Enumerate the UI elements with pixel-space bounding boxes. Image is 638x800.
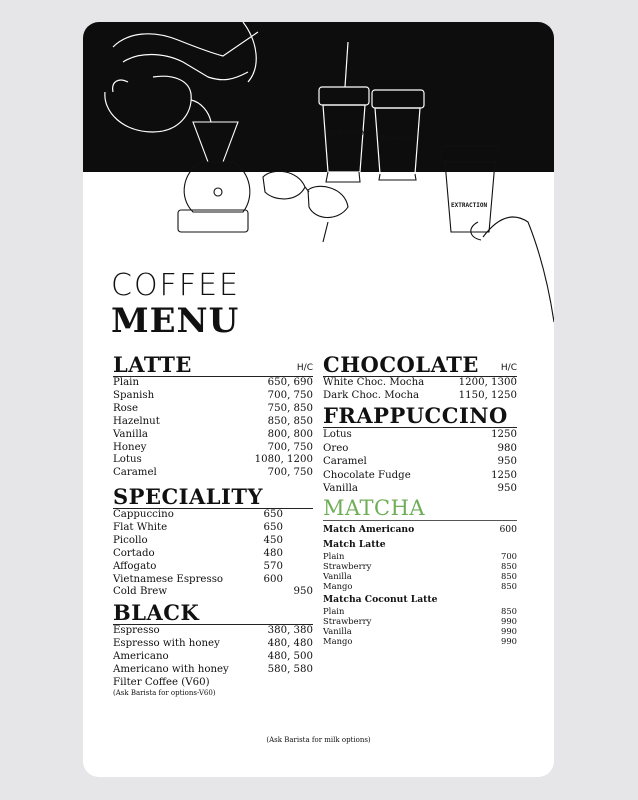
latte-section	[113, 354, 313, 480]
item-name: Americano with honey	[113, 663, 229, 675]
menu-item	[323, 442, 517, 456]
menu-item	[323, 606, 517, 616]
milk-options-note: (Ask Barista for milk options)	[266, 736, 371, 744]
item-price: 1200, 1300	[458, 377, 517, 388]
item-name: Lotus	[113, 454, 142, 466]
menu-item	[113, 574, 313, 587]
menu-item	[113, 522, 313, 535]
item-name: Vanilla	[323, 571, 352, 581]
menu-item	[323, 377, 517, 390]
item-price: 990	[501, 616, 517, 626]
item-name: Mango	[323, 636, 353, 646]
menu-item	[113, 548, 313, 561]
item-name: Affogato	[113, 560, 157, 572]
item-name: Honey	[113, 441, 147, 453]
item-name: Oreo	[323, 442, 349, 454]
item-name: Cortado	[113, 547, 155, 559]
black-note: (Ask Barista for options-V60)	[113, 688, 216, 697]
item-price: 650	[263, 521, 283, 533]
item-price: 950	[497, 483, 517, 495]
matcha-item-heading	[323, 523, 517, 536]
matcha-item-heading	[323, 538, 517, 551]
item-price: 700, 750	[267, 467, 313, 479]
title-menu: MENU	[111, 301, 240, 341]
matcha-item-heading	[323, 593, 517, 606]
menu-item	[113, 625, 313, 638]
section-title: SPECIALITY	[113, 484, 264, 509]
item-name: Espresso with honey	[113, 637, 220, 649]
menu-item	[113, 390, 313, 403]
section-title: LATTE	[113, 352, 192, 377]
item-price: 1080, 1200	[254, 454, 313, 466]
item-name: Match Latte	[323, 539, 386, 550]
item-price: 450	[263, 534, 283, 546]
black-section	[113, 602, 313, 698]
menu-card	[83, 22, 554, 777]
item-price: 950	[293, 586, 313, 598]
menu-item	[113, 651, 313, 664]
item-name: Rose	[113, 402, 139, 414]
item-name: Strawberry	[323, 616, 372, 626]
menu-item	[113, 638, 313, 651]
menu-item	[323, 390, 517, 403]
menu-item	[323, 571, 517, 581]
menu-item	[113, 467, 313, 480]
item-price: 570	[263, 560, 283, 572]
item-price: 650, 690	[267, 377, 313, 388]
item-price: 980	[497, 442, 517, 454]
item-price: 700, 750	[267, 389, 313, 401]
item-price: 700	[501, 551, 517, 561]
item-price: 850	[501, 561, 517, 571]
item-name: Caramel	[113, 467, 157, 479]
item-name: Plain	[113, 377, 140, 388]
cup-brand-text: EXTRACTION	[381, 135, 418, 142]
item-price: 580, 580	[267, 663, 313, 675]
item-name: Vietnamese Espresso	[113, 573, 224, 585]
hot-cold-note: H/C	[296, 363, 313, 373]
menu-item	[113, 403, 313, 416]
item-name: Chocolate Fudge	[323, 469, 411, 481]
item-name: Lotus	[323, 429, 352, 440]
item-price: 850	[501, 571, 517, 581]
menu-item	[323, 469, 517, 483]
menu-item	[323, 616, 517, 626]
item-name: Cappuccino	[113, 509, 174, 520]
menu-item	[113, 561, 313, 574]
frappuccino-section	[323, 405, 517, 496]
menu-item	[323, 482, 517, 496]
menu-item	[113, 509, 313, 522]
item-price: 700, 750	[267, 441, 313, 453]
cup-brand-text: EXTRACTION	[451, 202, 488, 209]
menu-item	[113, 416, 313, 429]
item-price: 1150, 1250	[458, 389, 517, 401]
menu-item	[113, 442, 313, 455]
menu-item	[323, 581, 517, 591]
item-price: 850	[501, 606, 517, 616]
menu-item	[113, 429, 313, 442]
item-name: Plain	[323, 551, 345, 561]
item-price: 990	[501, 636, 517, 646]
item-name: Dark Choc. Mocha	[323, 389, 420, 401]
item-price: 1250	[491, 469, 517, 481]
item-price: 480, 500	[267, 650, 313, 662]
item-price: 600	[499, 524, 517, 535]
item-price: 380, 380	[267, 625, 313, 636]
section-title: BLACK	[113, 600, 200, 625]
item-name: Mango	[323, 581, 353, 591]
item-name: White Choc. Mocha	[323, 377, 425, 388]
item-name: Matcha Coconut Latte	[323, 594, 438, 605]
menu-item	[113, 535, 313, 548]
item-name: Strawberry	[323, 561, 372, 571]
item-price: 850	[501, 581, 517, 591]
item-price: 750, 850	[267, 402, 313, 414]
section-title: MATCHA	[323, 496, 426, 520]
item-name: Espresso	[113, 625, 160, 636]
hot-cold-note: H/C	[500, 363, 517, 373]
section-title: FRAPPUCCINO	[323, 403, 508, 428]
cup-brand-text: EXTRACTION	[329, 130, 366, 137]
item-name: Americano	[113, 650, 169, 662]
menu-item	[113, 586, 313, 599]
item-price: 1250	[491, 429, 517, 440]
item-name: Filter Coffee (V60)	[113, 676, 210, 688]
item-price: 650	[263, 509, 283, 520]
item-name: Picollo	[113, 534, 148, 546]
item-name: Vanilla	[323, 483, 358, 495]
menu-item	[323, 428, 517, 442]
item-price: 950	[497, 456, 517, 468]
chocolate-section	[323, 354, 517, 403]
item-name: Plain	[323, 606, 345, 616]
menu-item	[323, 455, 517, 469]
menu-item	[323, 551, 517, 561]
item-name: Spanish	[113, 389, 155, 401]
menu-item	[323, 636, 517, 646]
item-price: 990	[501, 626, 517, 636]
title-coffee: COFFEE	[111, 268, 240, 303]
menu-item	[113, 377, 313, 390]
item-name: Vanilla	[113, 428, 148, 440]
item-price: 480	[263, 547, 283, 559]
item-name: Caramel	[323, 456, 367, 468]
item-name: Flat White	[113, 521, 168, 533]
menu-item	[113, 454, 313, 467]
menu-item	[323, 561, 517, 571]
matcha-section	[323, 498, 517, 646]
item-name: Match Americano	[323, 524, 415, 535]
menu-item	[323, 626, 517, 636]
item-name: Hazelnut	[113, 415, 160, 427]
item-price: 800, 800	[267, 428, 313, 440]
item-price: 600	[263, 573, 283, 585]
menu-item	[113, 664, 313, 677]
item-price: 480, 480	[267, 637, 313, 649]
item-price: 850, 850	[267, 415, 313, 427]
item-name: Cold Brew	[113, 586, 168, 598]
speciality-section	[113, 486, 313, 599]
item-name: Vanilla	[323, 626, 352, 636]
section-title: CHOCOLATE	[323, 352, 479, 377]
